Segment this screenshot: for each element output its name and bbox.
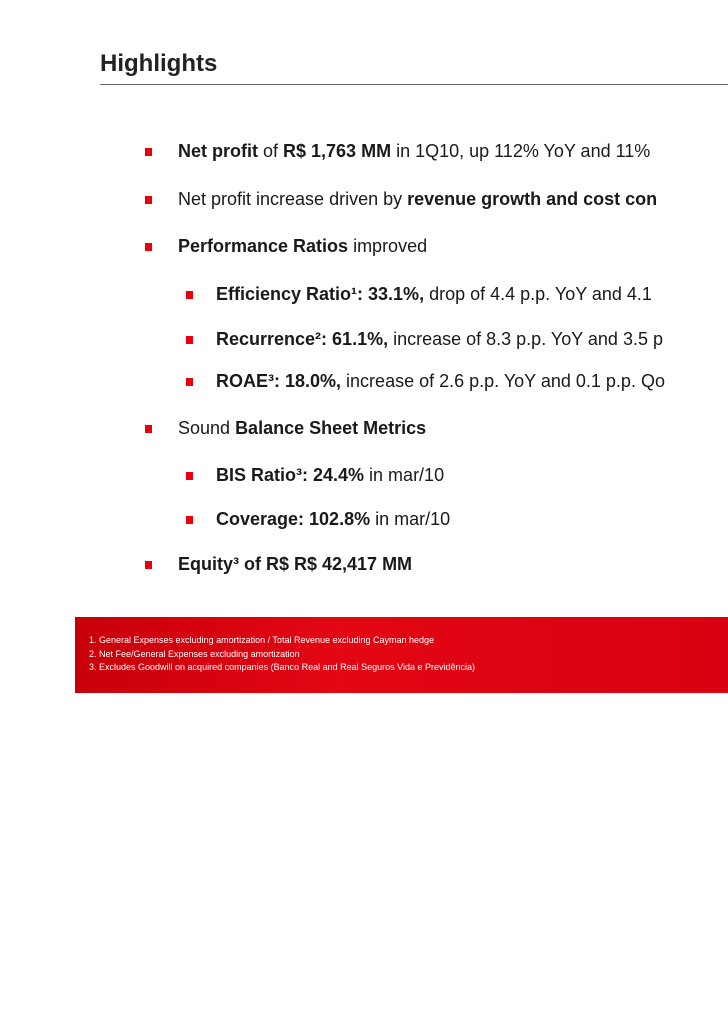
footnotes: [89, 634, 475, 675]
bullet-marker: [145, 243, 152, 251]
plain-text: Sound: [178, 418, 236, 438]
plain-text: increase of 2.6 p.p. YoY and 0.1 p.p. Qo: [341, 371, 665, 391]
plain-text: in 1Q10, up 112% YoY and 11%: [391, 141, 651, 161]
plain-text: of: [258, 141, 284, 161]
bold-text: Balance Sheet Metrics: [235, 418, 427, 438]
bold-text: Efficiency Ratio¹: 33.1%,: [216, 284, 425, 304]
plain-text: in mar/10: [364, 465, 445, 485]
bold-text: R$ 1,763 MM: [283, 141, 392, 161]
bullet-marker: [145, 148, 152, 156]
bold-text: Recurrence²: 61.1%,: [216, 329, 389, 349]
bullet-text: [178, 417, 426, 439]
footnote-2: 2. Net Fee/General Expenses excluding amortization: [89, 648, 300, 659]
bullet-marker: [145, 425, 152, 433]
plain-text: increase of 8.3 p.p. YoY and 3.5 p: [388, 329, 663, 349]
bullet-text: [216, 464, 444, 486]
bold-text: Performance Ratios: [178, 236, 349, 256]
bullet-marker: [186, 472, 193, 480]
bullet-text: [178, 188, 657, 210]
bullet-marker: [186, 336, 193, 344]
page-title: Highlights: [100, 50, 218, 77]
bold-text: Coverage: 102.8%: [216, 509, 371, 529]
bullet-marker: [186, 516, 193, 524]
bullet-text: [178, 553, 412, 575]
bullet-text: [216, 508, 450, 530]
plain-text: drop of 4.4 p.p. YoY and 4.1: [424, 284, 652, 304]
footnote-1: 1. General Expenses excluding amortization / Total Revenue excluding Cayman hedge: [89, 635, 435, 645]
bold-text: Equity³ of R$ R$ 42,417 MM: [178, 554, 413, 574]
bold-text: revenue growth and cost con: [407, 189, 658, 209]
bullet-text: [178, 140, 650, 162]
bullet-marker: [145, 196, 152, 204]
bullet-text: [216, 283, 652, 305]
bullet-text: [216, 370, 665, 392]
bullet-marker: [186, 378, 193, 386]
plain-text: in mar/10: [370, 509, 451, 529]
plain-text: Net profit increase driven by: [178, 189, 408, 209]
bullet-text: [178, 235, 427, 257]
bullet-marker: [145, 561, 152, 569]
title-divider: [100, 84, 728, 85]
bold-text: Net profit: [178, 141, 258, 161]
bullet-marker: [186, 291, 193, 299]
plain-text: improved: [348, 236, 428, 256]
bullet-text: [216, 328, 663, 350]
bold-text: BIS Ratio³: 24.4%: [216, 465, 365, 485]
footnote-3: 3. Excludes Goodwill on acquired companies (Banco Real and Real Seguros Vida e Previdência): [89, 662, 476, 672]
bold-text: ROAE³: 18.0%,: [216, 371, 342, 391]
